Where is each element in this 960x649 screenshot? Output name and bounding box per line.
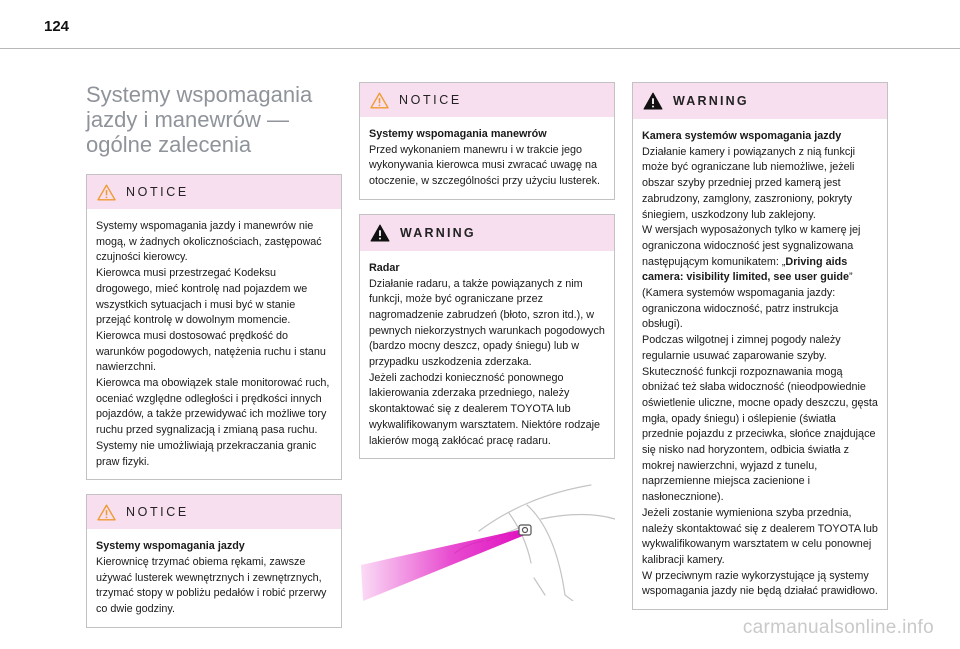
- caution-triangle-icon: [97, 184, 116, 201]
- column-left: [86, 82, 342, 642]
- warning-body: [360, 251, 614, 458]
- notice-label: NOTICE: [399, 93, 462, 107]
- notice-body: [87, 529, 341, 627]
- warning-header: [633, 83, 887, 119]
- text-run: W wersjach wyposażonych tylko w kamerę jej ograniczona widoczność jest sygnalizowana następującym komunikatem: „: [642, 224, 861, 268]
- paragraph: Skuteczność funkcji rozpoznawania mogą obniżać też słaba widoczność (nieodpowiednie oświetlenie uliczne, mocne opady deszczu, gęsta mgła, opady śniegu) i oślepienie (światła przednie pojazdu z przeciwka, słońce znajdujące się nisko nad horyzontem, odbicia światła z mokrej nawierzchni, wyjazd z tunelu, naprzemienne miejsca zacienione i nasłonecznione).: [642, 365, 878, 504]
- page-number: 124: [44, 18, 70, 35]
- paragraph: W przeciwnym razie wykorzystujące ją systemy wspomagania jazdy nie będą działać prawidłowo.: [642, 569, 878, 598]
- text-run: ” (Kamera systemów wspomagania jazdy: ograniczona widoczność, patrz instrukcja obsługi).: [642, 271, 853, 331]
- watermark: carmanualsonline.info: [742, 617, 934, 638]
- notice-body: [360, 117, 614, 199]
- warning-lead: Radar: [369, 261, 400, 274]
- warning-triangle-icon: [370, 224, 390, 242]
- paragraph: Przed wykonaniem manewru i w trakcie jego wykonywania kierowca musi zwracać uwagę na otoczenie, w szczególności przy użyciu lusterek.: [369, 143, 601, 188]
- paragraph: Działanie kamery i powiązanych z nią funkcji może być ograniczane lub niemożliwe, jeżeli obszar szyby przedniej przed kamerą jest zabrudzony, zamglony, zaszroniony, pokryty śniegiem, uszkodzony lub zaklejony.: [642, 145, 856, 221]
- top-rule: [0, 48, 960, 49]
- radar-illustration: [359, 483, 615, 601]
- paragraph: Podczas wilgotnej i zimnej pogody należy regularnie usuwać zaparowanie szyby.: [642, 334, 841, 362]
- radar-beam-drawing: [359, 483, 615, 601]
- notice-body: [87, 209, 341, 479]
- warning-box-radar: [359, 214, 615, 459]
- paragraph: Systemy wspomagania jazdy i manewrów nie mogą, w żadnych okolicznościach, zastępować czujności kierowcy.: [96, 220, 322, 264]
- notice-lead: Systemy wspomagania jazdy: [96, 540, 245, 553]
- radar-beam: [361, 529, 525, 601]
- message-text: Driving aids camera: visibility limited, see user guide: [642, 255, 850, 284]
- caution-triangle-icon: [97, 504, 116, 521]
- notice-box-maneuvering: [359, 82, 615, 200]
- warning-body: [633, 119, 887, 609]
- paragraph: Działanie radaru, a także powiązanych z nim funkcji, może być ograniczane przez nagromadzenie zabrudzeń (błoto, szron itd.), w pewnych niekorzystnych warunkach pogodowych (bardzo mocny deszcz, opady śniegu) lub w przypadku uszkodzenia zderzaka.: [369, 277, 605, 369]
- notice-label: NOTICE: [126, 185, 189, 199]
- notice-box-general: [86, 174, 342, 480]
- warning-label: WARNING: [400, 225, 476, 240]
- paragraph: Jeżeli zostanie wymieniona szyba przednia, należy skontaktować się z dealerem TOYOTA lub wykwalifikowanym warsztatem w celu ponownej kalibracji kamery.: [642, 506, 878, 566]
- notice-box-driving-aids: [86, 494, 342, 628]
- notice-header: [87, 495, 341, 529]
- page-title: Systemy wspomagania jazdy i manewrów — ogólne zalecenia: [86, 82, 313, 157]
- caution-triangle-icon: [370, 92, 389, 109]
- notice-lead: Systemy wspomagania manewrów: [369, 128, 547, 140]
- notice-label: NOTICE: [126, 505, 189, 520]
- warning-box-camera: [632, 82, 888, 610]
- warning-lead: Kamera systemów wspomagania jazdy: [642, 130, 842, 142]
- paragraph: Kierowca musi przestrzegać Kodeksu drogowego, mieć kontrolę nad pojazdem we wszystkich sytuacjach i musi być w stanie przejąć kontrolę w dowolnym momencie. Kierowca musi dostosować prędkość do warunków pogodowych, natężenia ruchu i stanu nawierzchni.: [96, 267, 326, 374]
- paragraph: [642, 223, 878, 333]
- warning-triangle-icon: [643, 92, 663, 110]
- column-right: [632, 82, 888, 624]
- radar-sensor: [519, 525, 531, 535]
- paragraph: Systemy nie umożliwiają przekraczania granic praw fizyki.: [96, 439, 317, 468]
- notice-header: [87, 175, 341, 209]
- paragraph: Kierowca ma obowiązek stale monitorować ruch, oceniać względne odległości i prędkości innych pojazdów, a także przewidywać ich możliwe tory ruchu przed sygnalizacją i zmianą pasa ruchu.: [96, 377, 330, 437]
- warning-header: [360, 215, 614, 251]
- warning-label: WARNING: [673, 94, 749, 108]
- paragraph: Jeżeli zachodzi konieczność ponownego lakierowania zderzaka przedniego, należy skontaktować się z dealerem TOYOTA lub wykwalifikowanym warsztatem. Niektóre rodzaje lakierów mogą zakłócać pracę radaru.: [369, 371, 601, 447]
- paragraph: Kierownicę trzymać obiema rękami, zawsze używać lusterek wewnętrznych i zewnętrznych, trzymać stopy w pobliżu pedałów i robić przerwy co dwie godziny.: [96, 555, 327, 616]
- notice-header: [360, 83, 614, 117]
- column-middle: [359, 82, 615, 601]
